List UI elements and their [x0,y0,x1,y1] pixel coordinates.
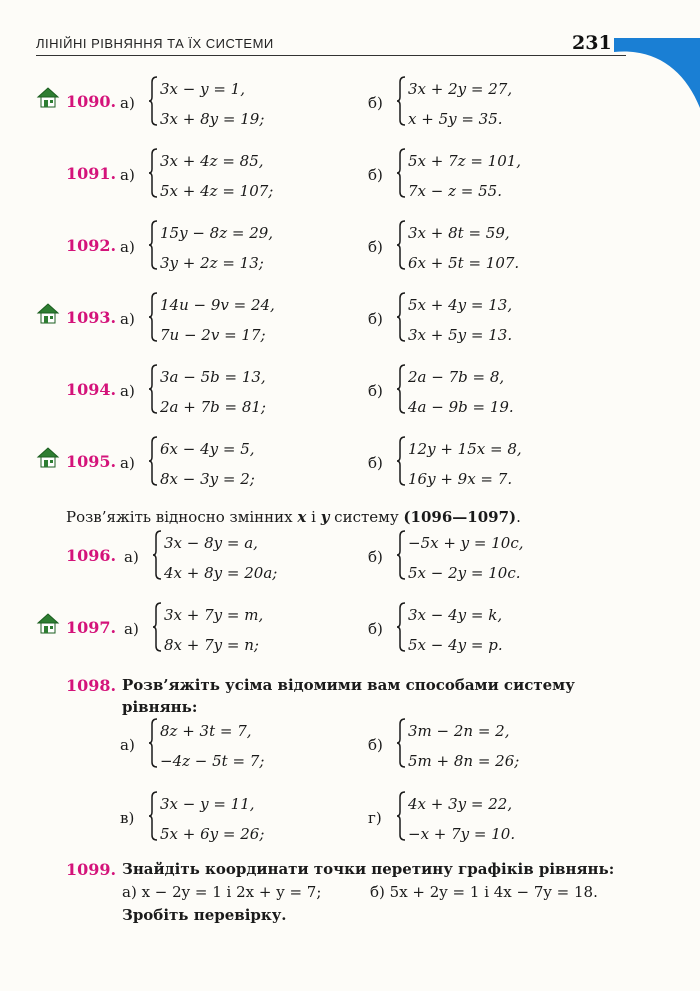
homework-icon [36,612,60,638]
part-label: б) [368,94,383,112]
part-label: б) [368,166,383,184]
equation: 6x + 5t = 107. [408,254,520,272]
equation: 2a − 7b = 8, [408,368,505,386]
problem-number: 1093. [66,308,117,327]
brace [396,602,406,652]
equation: 3x + 5y = 13. [408,326,513,344]
equation: 5x − 2y = 10c. [408,564,521,582]
equation: 3m − 2n = 2, [408,722,510,740]
problem-text: Розв’яжіть усіма відомими вам способами систему [122,676,575,694]
equation: 8x − 3y = 2; [160,470,255,488]
part-label: а) [124,548,139,566]
brace [396,791,406,841]
brace [396,220,406,270]
equation: −4z − 5t = 7; [160,752,265,770]
problem-text: Знайдіть координати точки перетину графіків рівнянь: [122,860,615,878]
brace [152,530,162,580]
part-label: б) [368,310,383,328]
equation: 5m + 8n = 26; [408,752,520,770]
equation: 16y + 9x = 7. [408,470,513,488]
equation: −x + 7y = 10. [408,825,516,843]
chapter-title: ЛІНІЙНІ РІВНЯННЯ ТА ЇХ СИСТЕМИ [36,36,274,51]
equation: 2a + 7b = 81; [160,398,266,416]
part-label: б) [368,382,383,400]
equation: 3y + 2z = 13; [160,254,264,272]
equation: 15y − 8z = 29, [160,224,274,242]
part-label: б) [368,548,383,566]
brace [396,148,406,198]
equation: 6x − 4y = 5, [160,440,255,458]
equation: 3x − y = 1, [160,80,245,98]
brace [148,791,158,841]
part-label: а) [120,238,135,256]
problem-number: 1091. [66,164,117,183]
homework-icon [36,302,60,328]
problem-number: 1094. [66,380,117,399]
part-label: б) [368,454,383,472]
brace [396,530,406,580]
equation: 4x + 3y = 22, [408,795,513,813]
part-b: б) 5x + 2y = 1 і 4x − 7y = 18. [370,883,598,901]
part-label: в) [120,809,135,827]
equation: 3x + 4z = 85, [160,152,264,170]
part-label: а) [124,620,139,638]
homework-icon [36,446,60,472]
equation: 3x − y = 11, [160,795,255,813]
problem-number: 1098. [66,676,117,695]
brace [396,718,406,768]
equation: 3x + 8y = 19; [160,110,265,128]
equation: 5x + 4y = 13, [408,296,513,314]
problem-text-cont: рівнянь: [122,698,198,716]
equation: 3x − 4y = k, [408,606,503,624]
equation: 3x + 8t = 59, [408,224,510,242]
part-label: а) [120,94,135,112]
corner-decoration [614,38,700,108]
equation: 3x + 2y = 27, [408,80,513,98]
equation: 7x − z = 55. [408,182,502,200]
equation: 7u − 2v = 17; [160,326,266,344]
equation: 3a − 5b = 13, [160,368,266,386]
equation: 8x + 7y = n; [164,636,259,654]
problem-number: 1099. [66,860,117,879]
brace [148,718,158,768]
equation: 4x + 8y = 20a; [164,564,278,582]
problem-text-cont: Зробіть перевірку. [122,906,287,924]
problem-number: 1095. [66,452,117,471]
homework-icon [36,86,60,112]
part-label: а) [120,310,135,328]
equation: 14u − 9v = 24, [160,296,275,314]
brace [396,436,406,486]
part-label: а) [120,454,135,472]
page-number: 231 [572,32,612,54]
brace [152,602,162,652]
part-label: б) [368,620,383,638]
equation: 5x + 4z = 107; [160,182,274,200]
part-label: г) [368,809,382,827]
instruction-text: Розв’яжіть відносно змінних x і y систему (1096—1097). [66,508,521,526]
brace [148,76,158,126]
brace [396,76,406,126]
brace [396,292,406,342]
problem-number: 1092. [66,236,117,255]
part-label: а) [120,382,135,400]
brace [148,292,158,342]
brace [148,436,158,486]
brace [148,364,158,414]
equation: 8z + 3t = 7, [160,722,252,740]
part-label: а) [120,736,135,754]
part-label: а) [120,166,135,184]
problem-number: 1096. [66,546,117,565]
problem-number: 1090. [66,92,117,111]
part-label: б) [368,736,383,754]
brace [396,364,406,414]
header-rule [36,55,626,56]
equation: 3x + 7y = m, [164,606,264,624]
brace [148,220,158,270]
equation: 12y + 15x = 8, [408,440,522,458]
part-a: а) x − 2y = 1 і 2x + y = 7; [122,883,322,901]
equation: −5x + y = 10c, [408,534,524,552]
equation: 5x + 7z = 101, [408,152,522,170]
equation: 5x − 4y = p. [408,636,503,654]
part-label: б) [368,238,383,256]
equation: 5x + 6y = 26; [160,825,265,843]
equation: x + 5y = 35. [408,110,503,128]
equation: 3x − 8y = a, [164,534,258,552]
problem-number: 1097. [66,618,117,637]
brace [148,148,158,198]
equation: 4a − 9b = 19. [408,398,514,416]
